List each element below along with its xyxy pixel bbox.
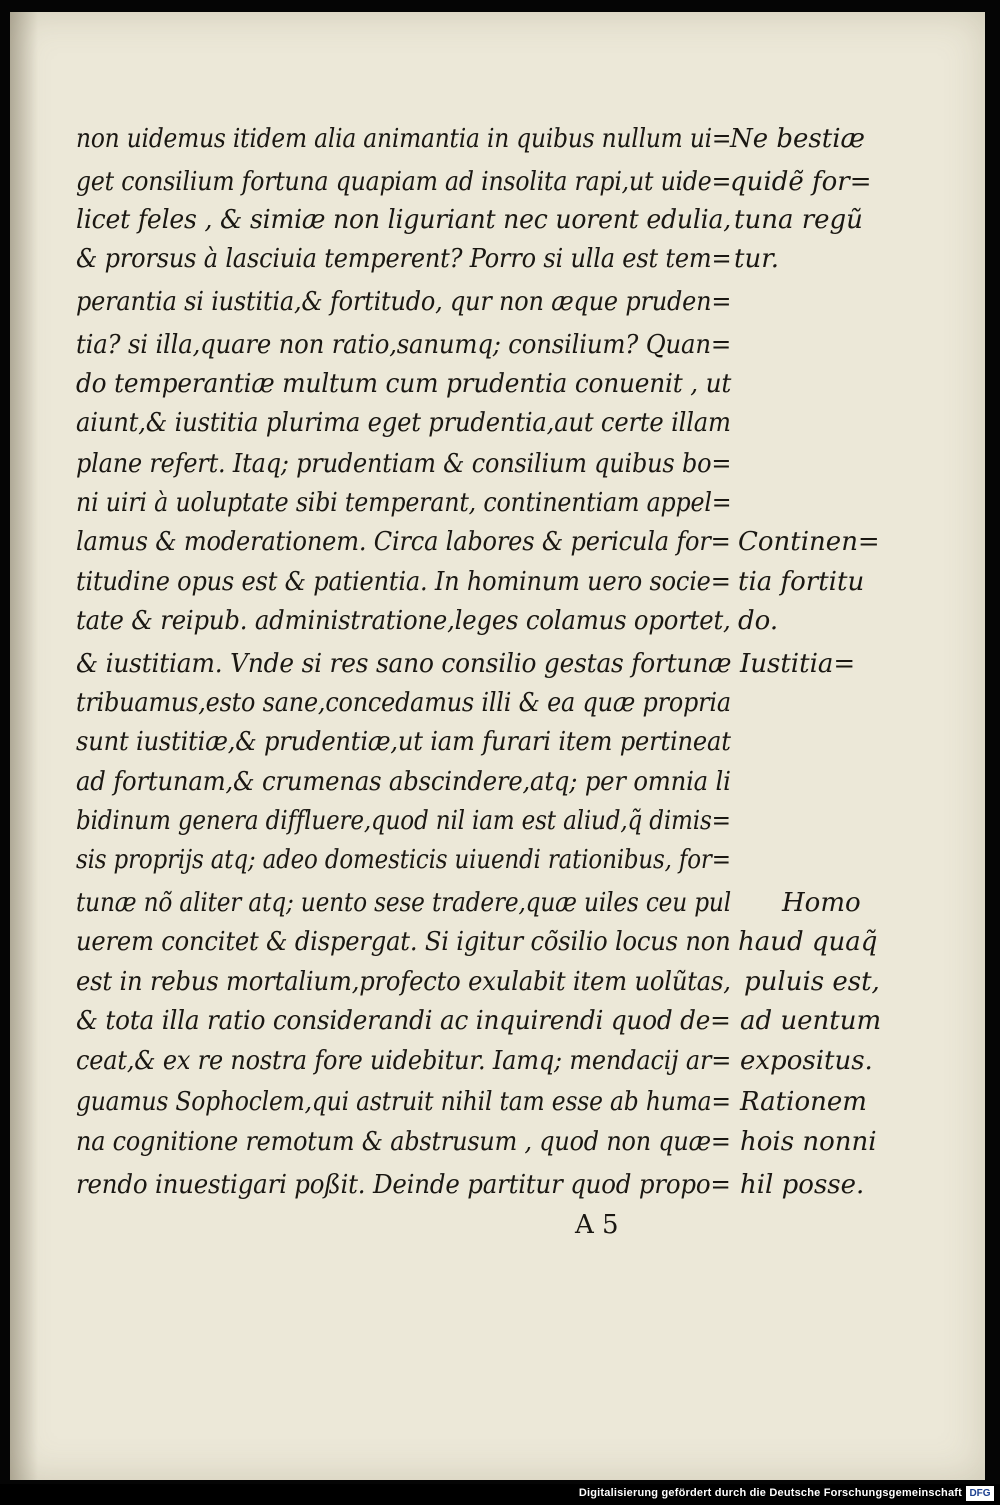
text-line: rendo inuestigari poßit. Deinde partitur quod propo= [76,1170,731,1200]
text-line: uerem concitet & dispergat. Si igitur cõsilio locus non [76,927,731,957]
text-line: tribuamus,esto sane,concedamus illi & ea quæ propria [76,688,731,718]
text-line: perantia si iustitia,& fortitudo, qur non æque pruden= [76,287,732,317]
text-line: tia? si illa,quare non ratio,sanumq; consilium? Quan= [76,330,732,360]
funding-credit: Digitalisierung gefördert durch die Deutsche Forschungsgemeinschaft [578,1487,962,1499]
text-line: sunt iustitiæ,& prudentiæ,ut iam furari item pertineat [76,727,731,757]
marginal-note: hois nonni [740,1127,877,1157]
text-line: est in rebus mortalium,profecto exulabit item uolũtas, [76,967,731,997]
text-line: sis proprijs atq; adeo domesticis uiuendi rationibus, for= [76,845,731,875]
text-line: tate & reipub. administratione,leges colamus oportet, [76,606,731,636]
marginal-note: expositus. [740,1046,873,1076]
marginal-note: Ne bestiæ [730,124,865,154]
marginal-note: Rationem [740,1087,867,1117]
book-page [10,12,985,1480]
text-line: non uidemus itidem alia animantia in quibus nullum ui= [76,124,732,154]
text-line: do temperantiæ multum cum prudentia conuenit , ut [76,369,732,399]
text-line: tunæ nõ aliter atq; uento sese tradere,quæ uiles ceu pul [76,888,731,918]
marginal-note: tia fortitu [738,567,865,597]
marginal-note: tur. [734,244,780,274]
marginal-note: hil posse. [740,1170,865,1200]
text-line: aiunt,& iustitia plurima eget prudentia,aut certe illam [76,408,731,438]
marginal-note: ad uentum [740,1006,882,1036]
signature-mark: A 5 [575,1210,619,1240]
text-line: licet feles , & simiæ non liguriant nec uorent edulia, [76,205,732,235]
text-line: get consilium fortuna quapiam ad insolita rapi,ut uide= [76,167,732,197]
marginal-note: Iustitia= [740,649,856,679]
text-line: bidinum genera diffluere,quod nil iam est aliud,q̃ dimis= [76,806,731,836]
marginal-note: Homo [782,888,861,918]
text-line: ceat,& ex re nostra fore uidebitur. Iamq; mendacij ar= [76,1046,732,1076]
text-line: titudine opus est & patientia. In hominum uero socie= [76,567,731,597]
marginal-note: do. [738,606,779,636]
text-line: & iustitiam. Vnde si res sano consilio gestas fortunæ [76,649,732,679]
text-line: ad fortunam,& crumenas abscindere,atq; per omnia li [76,767,731,797]
text-line: & tota illa ratio considerandi ac inquirendi quod de= [76,1006,731,1036]
marginal-note: tuna regũ [734,205,863,235]
marginal-note: puluis est, [744,967,880,997]
text-line: plane refert. Itaq; prudentiam & consilium quibus bo= [76,449,732,479]
marginal-note: quidẽ for= [730,167,872,197]
marginal-note: Continen= [738,527,880,557]
dfg-logo-icon: DFG [966,1486,994,1501]
text-line: guamus Sophoclem,qui astruit nihil tam esse ab huma= [76,1087,731,1117]
footer-bar [0,1484,1000,1505]
text-line: na cognitione remotum & abstrusum , quod non quæ= [76,1127,731,1157]
text-line: & prorsus à lasciuia temperent? Porro si ulla est tem= [76,244,732,274]
text-line: lamus & moderationem. Circa labores & pericula for= [76,527,731,557]
text-line: ni uiri à uoluptate sibi temperant, continentiam appel= [76,488,732,518]
marginal-note: haud quaq̃ [738,927,878,957]
